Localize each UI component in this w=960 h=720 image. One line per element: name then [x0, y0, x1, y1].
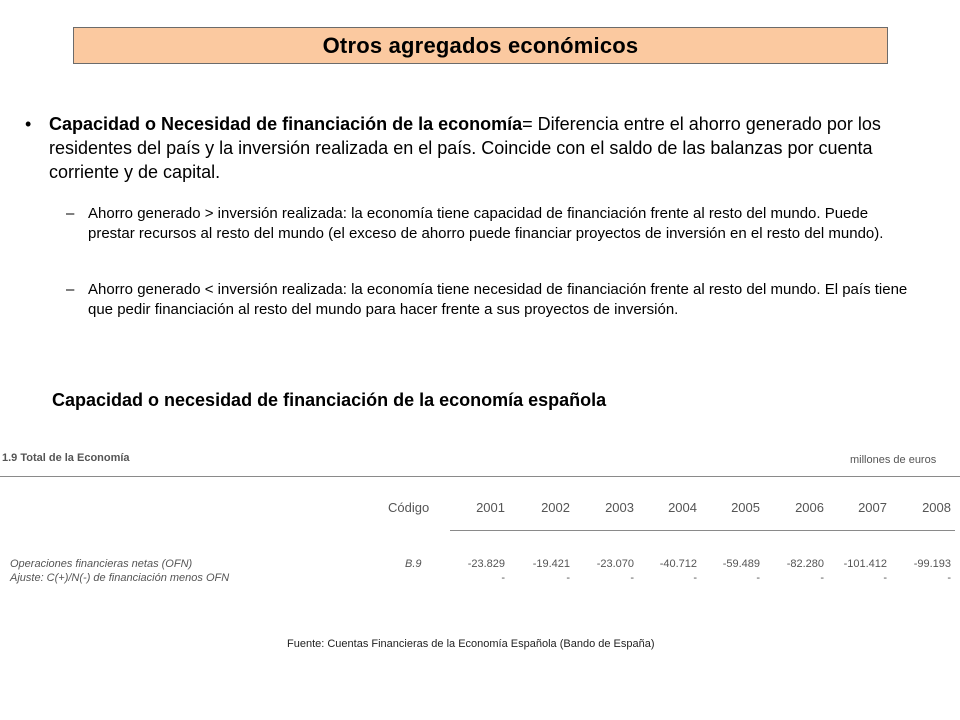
sub-bullet-marker: –: [66, 281, 75, 298]
sub-bullet-text: Ahorro generado > inversión realizada: la economía tiene capacidad de financiación frente al resto del mundo. Puede prestar recursos al resto del mundo (el exceso de ahorro puede financiar proyectos de inversión en el resto del mundo).: [88, 205, 884, 242]
row-label-ofn: Operaciones financieras netas (OFN): [10, 558, 193, 570]
column-header-year: 2006: [795, 500, 824, 515]
slide-title-box: [73, 27, 888, 64]
table-units: millones de euros: [850, 454, 937, 466]
main-bullet-bold: Capacidad o Necesidad de financiación de la economía: [49, 114, 523, 134]
slide-title: Otros agregados económicos: [322, 32, 639, 58]
table-title: 1.9 Total de la Economía: [2, 452, 130, 464]
row-label-ajuste: Ajuste: C(+)/N(-) de financiación menos OFN: [10, 572, 230, 584]
table-heading: Capacidad o necesidad de financiación de la economía española: [52, 390, 607, 410]
row-code-ofn: B.9: [405, 558, 422, 570]
sub-bullet-marker: –: [66, 205, 75, 222]
column-header-year: 2008: [922, 500, 951, 515]
table-cell: -82.280: [786, 558, 824, 570]
table-cell: -: [947, 572, 951, 584]
table-cell: -40.712: [659, 558, 697, 570]
table-cell: -: [566, 572, 570, 584]
sub-bullet-text: Ahorro generado < inversión realizada: la economía tiene necesidad de financiación frente al resto del mundo. El país tiene que pedir financiación al resto del mundo para hacer frente a sus proyectos de inversión.: [88, 281, 908, 318]
column-header-year: 2005: [731, 500, 760, 515]
main-bullet-text: [49, 112, 899, 184]
table-top-rule: [0, 476, 960, 477]
table-cell: -19.421: [532, 558, 570, 570]
table-cell: -: [693, 572, 697, 584]
code-header: Código: [388, 500, 430, 515]
table-cell: -23.070: [596, 558, 634, 570]
source-note: Fuente: Cuentas Financieras de la Economía Española (Bando de España): [287, 638, 655, 650]
table-cell: -101.412: [843, 558, 887, 570]
column-header-year: 2004: [668, 500, 697, 515]
column-header-year: 2007: [858, 500, 887, 515]
table-cell: -99.193: [913, 558, 951, 570]
table-cell: -59.489: [722, 558, 760, 570]
table-header-rule: [450, 530, 955, 531]
column-header-year: 2001: [476, 500, 505, 515]
table-cell: -: [630, 572, 634, 584]
column-header-year: 2002: [541, 500, 570, 515]
table-cell: -: [756, 572, 760, 584]
table-cell: -: [501, 572, 505, 584]
table-cell: -: [820, 572, 824, 584]
column-header-year: 2003: [605, 500, 634, 515]
main-bullet-rest: = Diferencia entre el ahorro generado por los residentes del país y la inversión realizada en el país. Coincide con el saldo de las balanzas por cuenta corriente y de capital.: [49, 114, 881, 182]
table-cell: -: [883, 572, 887, 584]
table-cell: -23.829: [467, 558, 505, 570]
bullet-marker: •: [25, 114, 32, 134]
